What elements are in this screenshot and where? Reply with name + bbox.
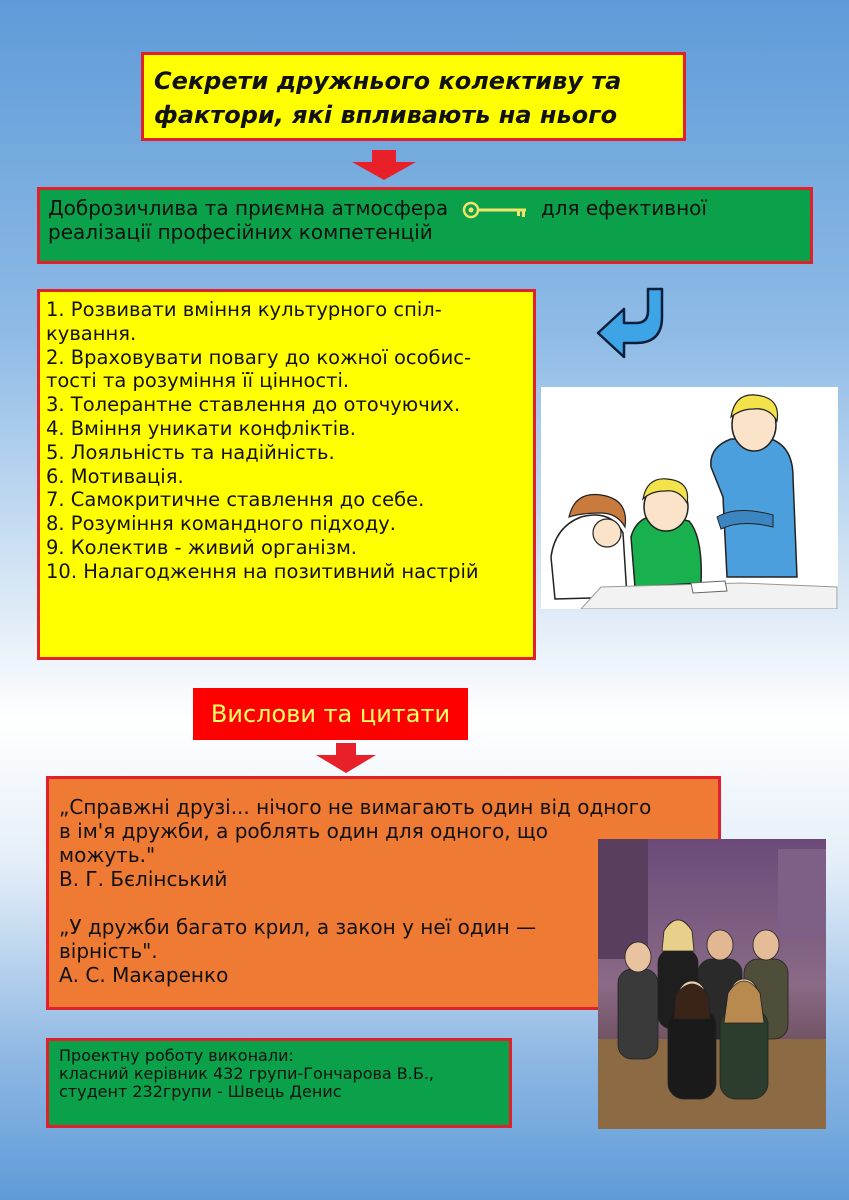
list-item: 9. Колектив - живий організм. (46, 535, 358, 559)
credits-box (46, 1038, 512, 1128)
title-line-2: фактори, які впливають на нього (154, 101, 618, 129)
title-line-1: Секрети дружнього колективу та (154, 67, 622, 95)
quotes-label: Вислови та цитати (193, 688, 468, 740)
key-icon (461, 201, 529, 219)
credits-line-3: студент 232групи - Швець Денис (59, 1082, 342, 1101)
curved-arrow-icon (596, 287, 666, 359)
list-item: 2. Враховувати повагу до кожної особис- (46, 345, 472, 369)
atmosphere-box (37, 187, 813, 264)
list-item: 7. Самокритичне ставлення до себе. (46, 488, 425, 512)
list-item: кування. (46, 321, 137, 345)
quote-line: „Справжні друзі... нічого не вимагають один від одного (59, 795, 652, 819)
atmosphere-line-2: реалізації професійних компетенцій (48, 220, 433, 244)
list-item: 5. Лояльність та надійність. (46, 440, 335, 464)
list-item: 6. Мотивація. (46, 464, 184, 488)
atmosphere-text-before: Доброзичлива та приємна атмосфера (48, 196, 449, 220)
down-arrow-icon (352, 150, 416, 180)
quote-line: можуть." (59, 843, 156, 867)
list-item: 8. Розуміння командного підходу. (46, 512, 396, 536)
list-item: 1. Розвивати вміння культурного спіл- (46, 298, 442, 321)
credits-line-2: класний керівник 432 групи-Гончарова В.Б., (59, 1064, 435, 1083)
credits-line-1: Проектну роботу виконали: (59, 1046, 294, 1065)
poster-title (141, 52, 686, 141)
quote-author: В. Г. Бєлінський (59, 867, 228, 891)
list-item: 3. Толерантне ставлення до оточуючих. (46, 393, 461, 417)
group-photo (598, 839, 826, 1129)
kids-illustration (541, 387, 838, 609)
list-item: 4. Вміння уникати конфліктів. (46, 416, 356, 440)
down-arrow-icon (316, 743, 376, 773)
quote-line: „У дружби багато крил, а закон у неї один — (59, 915, 537, 939)
atmosphere-text-after: для ефективної (540, 196, 707, 220)
quote-line: вірність". (59, 939, 158, 963)
quote-line: в ім'я дружби, а роблять один для одного, що (59, 819, 548, 843)
atmosphere-line-1 (48, 196, 802, 220)
quote-author: А. С. Макаренко (59, 963, 229, 987)
list-item: тості та розуміння її цінності. (46, 369, 350, 393)
list-item: 10. Налагодження на позитивний настрій (46, 559, 479, 583)
principles-list (37, 289, 536, 660)
